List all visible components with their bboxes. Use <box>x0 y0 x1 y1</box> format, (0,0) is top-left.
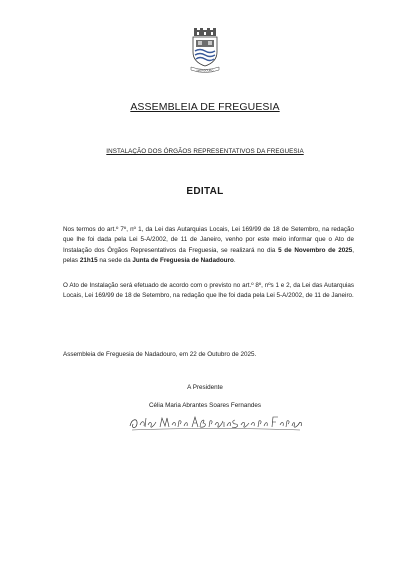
document-title: ASSEMBLEIA DE FREGUESIA <box>130 101 280 113</box>
signature-icon <box>128 412 304 434</box>
document-subtitle: INSTALAÇÃO DOS ÓRGÃOS REPRESENTATIVOS DA FREGUESIA <box>106 148 304 155</box>
crest-icon <box>183 28 227 74</box>
meeting-time: 21h15 <box>79 256 98 264</box>
signatory-role: A Presidente <box>187 384 223 391</box>
paragraph-1-text-b: , pelas <box>63 246 354 264</box>
meeting-date: 5 de Novembro de 2025 <box>278 246 353 254</box>
notice-paragraph-1 <box>63 225 354 266</box>
signatory-name: Célia Maria Abrantes Soares Fernandes <box>148 402 261 409</box>
document-type-heading: EDITAL <box>186 186 224 197</box>
meeting-place: Junta de Freguesia de Nadadouro <box>132 256 234 264</box>
place-and-date: Assembleia de Freguesia de Nadadouro, em 22 de Outubro de 2025. <box>63 351 257 358</box>
paragraph-1-text-c: na sede da <box>97 256 133 264</box>
notice-paragraph-2: O Ato de Instalação será efetuado de acordo com o previsto no art.º 8º, nºs 1 e 2, da Lei das Autarquias Locais, Lei 169/99 de 18 de Setembro, na redação que lhe foi dada pela Lei 5-A/2002, de 11 de Janeiro. <box>63 282 354 300</box>
handwritten-signature <box>128 412 304 434</box>
coat-of-arms-logo <box>183 28 227 74</box>
paragraph-1-text-d: . <box>233 256 236 264</box>
paragraph-1-text-a: Nos termos do art.º 7º, nº 1, da Lei das Autarquias Locais, Lei 169/99 de 18 de Setembro, na redação que lhe foi dada pela Lei 5-A/2002, de 11 de Janeiro, venho por este meio informar que o Ato de Instalação dos Órgãos Representativos da Freguesia, se realizará no dia <box>63 226 354 254</box>
crest-caption: NADADOURO <box>196 69 214 73</box>
